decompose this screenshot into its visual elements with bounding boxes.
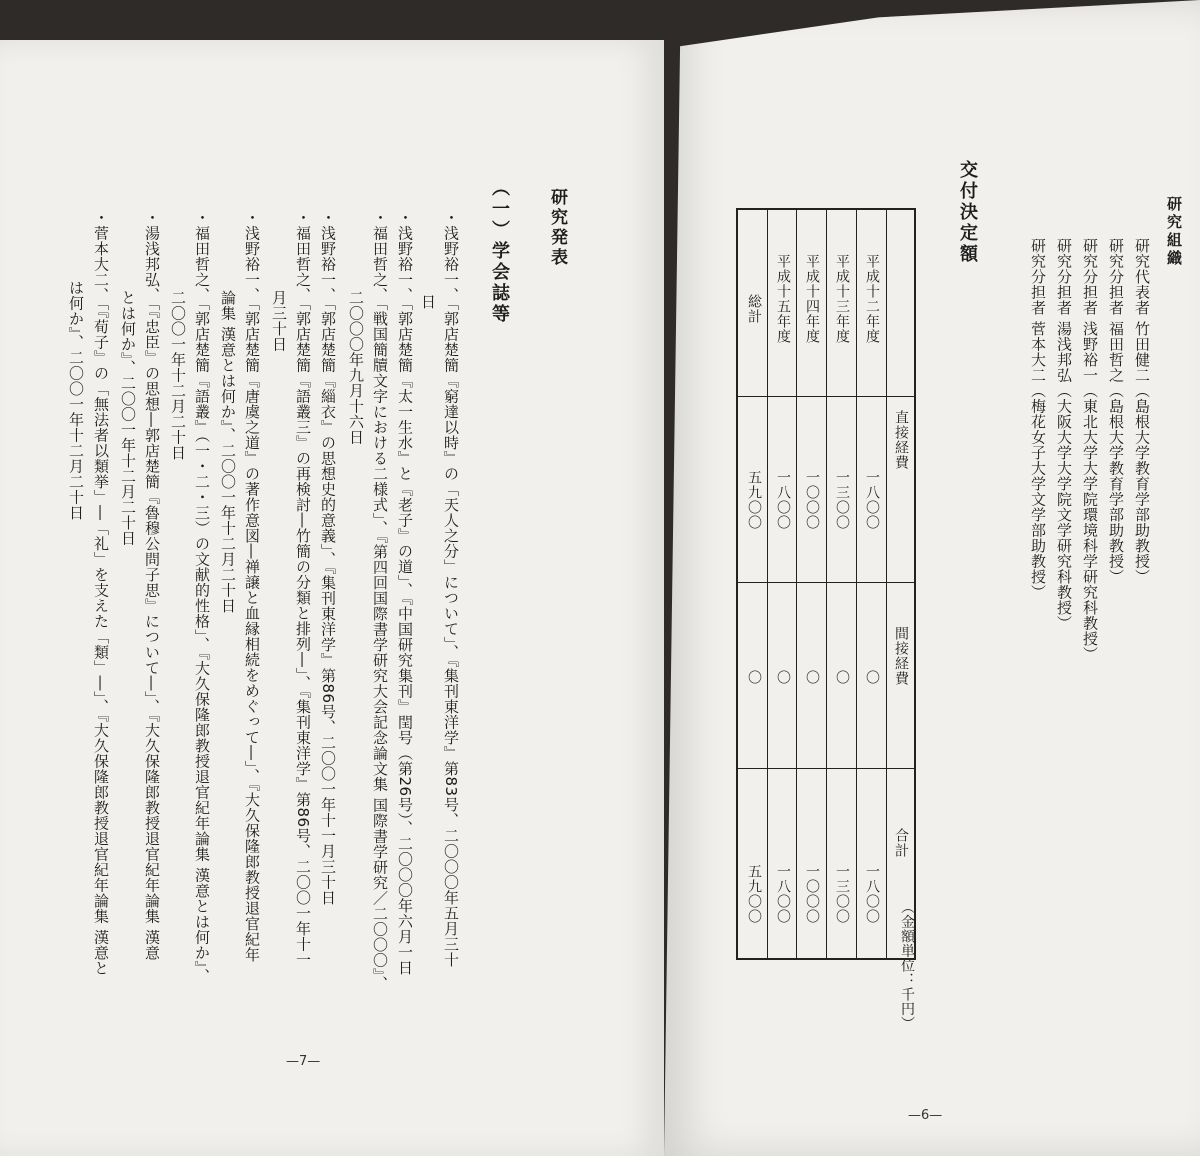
entry-line-9: ・浅野裕一、「郭店楚簡『唐虞之道』の著作意図―禅譲と血縁相続をめぐって―」、『大久保隆郎教授退官紀年 bbox=[243, 210, 261, 963]
row-h12-indirect: 〇 bbox=[864, 670, 880, 685]
row-h12-total: 一八〇〇 bbox=[864, 864, 880, 924]
row-h15-total: 一八〇〇 bbox=[775, 864, 791, 924]
grant-amount-heading: 交付決定額 bbox=[957, 160, 978, 265]
row-total-direct: 五九〇〇 bbox=[746, 470, 762, 530]
member-4: 研究分担者 湯浅邦弘（大阪大学大学院文学研究科教授） bbox=[1055, 238, 1073, 631]
row-label-h13: 平成十三年度 bbox=[834, 254, 850, 344]
page-number-left: —7— bbox=[286, 1054, 321, 1069]
entry-line-15: ・菅本大二、「『荀子』の「無法者以類挙」―「礼」を支えた「類」―」、『大久保隆郎教授退官紀年論集 漢意と bbox=[92, 210, 110, 976]
entry-line-5: 二〇〇〇年九月十六日 bbox=[347, 290, 365, 445]
entry-line-14: とは何か』、二〇〇一年十二月二十日 bbox=[119, 290, 137, 546]
research-presentation-heading: 研究発表 bbox=[547, 188, 567, 268]
row-label-h15: 平成十五年度 bbox=[775, 254, 791, 344]
row-h13-total: 一三〇〇 bbox=[834, 864, 850, 924]
entry-line-6: ・浅野裕一、「郭店楚簡『緇衣』の思想史的意義」、『集刊東洋学』第86号、二〇〇一年十一月三十日 bbox=[319, 210, 337, 906]
entry-line-12: 二〇〇一年十二月二十日 bbox=[169, 290, 187, 461]
page-number-right: —6— bbox=[908, 1108, 943, 1123]
header-total: 合計 bbox=[893, 828, 909, 858]
row-total-total: 五九〇〇 bbox=[746, 864, 762, 924]
row-h14-total: 一〇〇〇 bbox=[804, 864, 820, 924]
entry-line-4: ・福田哲之、「戦国簡牘文字における二様式」、『第四回国際書学研究大会記念論文集 国際書学研究／二〇〇〇』、 bbox=[371, 210, 389, 992]
entry-line-13: ・湯浅邦弘、「『忠臣』の思想―郭店楚簡『魯穆公問子思』について―」、『大久保隆郎教授退官紀年論集 漢意 bbox=[143, 210, 161, 961]
entry-line-11: ・福田哲之、「郭店楚簡『語叢』（一・二・三）の文献的性格」、『大久保隆郎教授退官紀年論集 漢意とは何か』、 bbox=[193, 210, 211, 984]
member-1: 研究代表者 竹田健二（島根大学教育学部助教授） bbox=[1133, 238, 1151, 585]
row-h13-direct: 一三〇〇 bbox=[834, 470, 850, 530]
row-h14-direct: 一〇〇〇 bbox=[804, 470, 820, 530]
unit-note: （金額単位：千円） bbox=[899, 900, 915, 1031]
row-total-indirect: 〇 bbox=[746, 670, 762, 685]
row-h13-indirect: 〇 bbox=[834, 670, 850, 685]
entry-line-7: ・福田哲之、「郭店楚簡『語叢三』の再検討―竹簡の分類と排列―」、『集刊東洋学』第86号、二〇〇一年十一 bbox=[294, 210, 312, 968]
row-h12-direct: 一八〇〇 bbox=[864, 470, 880, 530]
entry-line-8: 月三十日 bbox=[270, 290, 288, 352]
header-indirect: 間接経費 bbox=[893, 626, 909, 686]
row-h15-indirect: 〇 bbox=[775, 670, 791, 685]
research-organization-heading: 研究組織 bbox=[1165, 196, 1183, 268]
entry-line-10: 論集 漢意とは何か』、二〇〇一年十二月二十日 bbox=[219, 290, 237, 614]
row-label-total: 総計 bbox=[746, 294, 762, 324]
entry-line-1: ・浅野裕一、「郭店楚簡『窮達以時』の「天人之分」について」、『集刊東洋学』第83号、二〇〇〇年五月三十 bbox=[442, 210, 460, 968]
member-2: 研究分担者 福田哲之（島根大学教育学部助教授） bbox=[1107, 238, 1125, 585]
member-5: 研究分担者 菅本大二（梅花女子大学文学部助教授） bbox=[1029, 238, 1047, 600]
grant-table bbox=[736, 208, 916, 960]
entry-line-16: は何か』、二〇〇一年十二月二十日 bbox=[67, 280, 85, 521]
row-label-h14: 平成十四年度 bbox=[804, 254, 820, 344]
row-h14-indirect: 〇 bbox=[804, 670, 820, 685]
entry-line-2: 日 bbox=[419, 294, 437, 310]
member-3: 研究分担者 浅野裕一（東北大学大学院環境科学研究科教授） bbox=[1081, 238, 1099, 662]
entry-line-3: ・浅野裕一、「郭店楚簡『太一生水』と『老子』の道」、『中国研究集刊』閏号（第26号）、二〇〇〇年六月一日 bbox=[396, 210, 414, 976]
journal-subheading: （一）学会誌等 bbox=[489, 178, 510, 325]
row-h15-direct: 一八〇〇 bbox=[775, 470, 791, 530]
header-direct: 直接経費 bbox=[893, 410, 909, 470]
row-label-h12: 平成十二年度 bbox=[864, 254, 880, 344]
